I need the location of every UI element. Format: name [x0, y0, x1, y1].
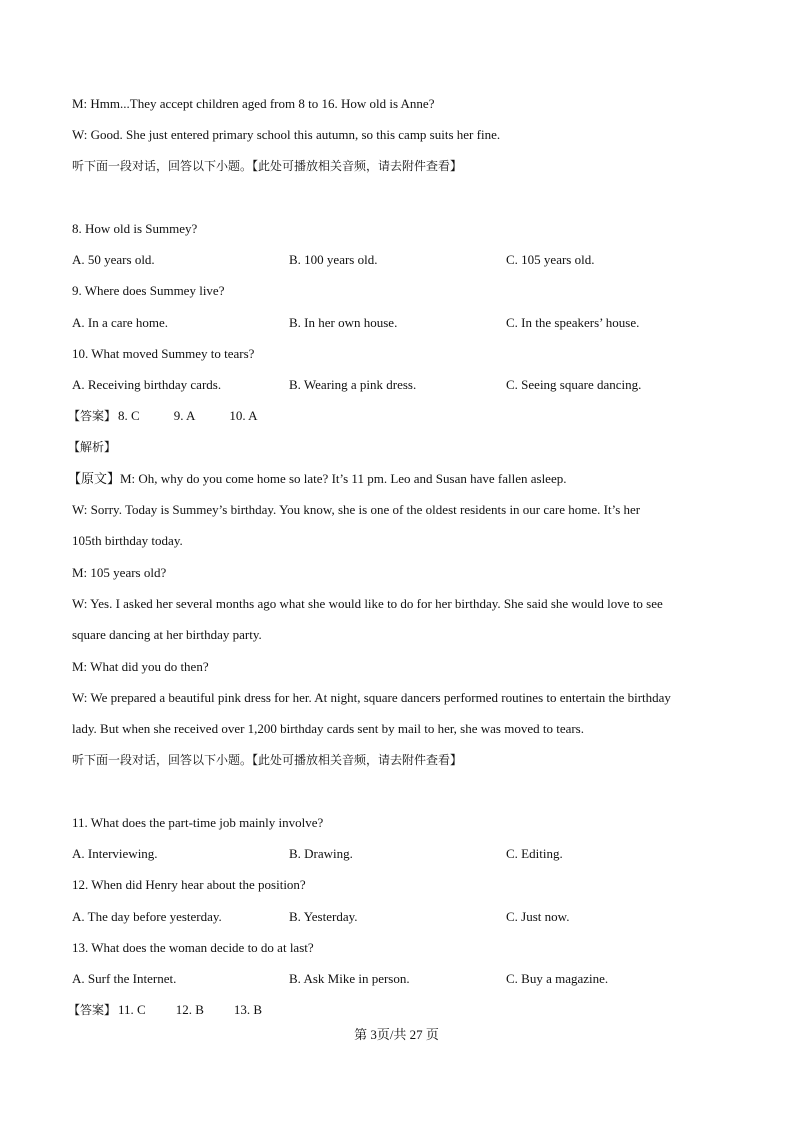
question-8: 8. How old is Summey? — [72, 221, 198, 236]
audio-instruction: 听下面一段对话，回答以下小题。【此处可播放相关音频，请去附件查看】 — [72, 753, 463, 767]
dialogue-line: W: Good. She just entered primary school this autumn, so this camp suits her fine. — [72, 127, 501, 142]
question-10: 10. What moved Summey to tears? — [72, 346, 255, 361]
answer-item: 10. A — [229, 408, 258, 423]
option-9a: A. In a care home. — [72, 315, 169, 330]
transcript-line: 105th birthday today. — [72, 533, 183, 548]
option-12a: A. The day before yesterday. — [72, 909, 222, 924]
option-8a: A. 50 years old. — [72, 252, 155, 267]
answer-tag: 【答案】 — [68, 1003, 117, 1017]
option-9b: B. In her own house. — [289, 315, 398, 330]
transcript-line: M: 105 years old? — [72, 565, 167, 580]
option-8c: C. 105 years old. — [506, 252, 595, 267]
analysis-tag: 【解析】 — [68, 440, 117, 454]
answer-item: 9. A — [173, 408, 196, 423]
option-10b: B. Wearing a pink dress. — [289, 377, 417, 392]
answer-tag: 【答案】 — [68, 409, 117, 423]
transcript-line: W: Sorry. Today is Summey’s birthday. You know, she is one of the oldest residents in our care home. It’s her — [72, 502, 641, 517]
option-10a: A. Receiving birthday cards. — [72, 377, 222, 392]
page-number: 第 3页/共 27 页 — [354, 1027, 439, 1042]
option-11b: B. Drawing. — [289, 846, 353, 861]
answer-item: 11. C — [118, 1002, 146, 1017]
answer-line — [68, 1002, 262, 1018]
transcript-line: square dancing at her birthday party. — [72, 627, 262, 642]
transcript-line: W: Yes. I asked her several months ago what she would like to do for her birthday. She said she would love to see — [72, 596, 663, 611]
answer-line — [68, 408, 258, 424]
answer-item: 8. C — [118, 408, 140, 423]
question-12: 12. When did Henry hear about the position? — [72, 877, 306, 892]
option-13a: A. Surf the Internet. — [72, 971, 177, 986]
answer-item: 12. B — [175, 1002, 204, 1017]
option-11c: C. Editing. — [506, 846, 563, 861]
answer-item: 13. B — [233, 1002, 263, 1017]
question-9: 9. Where does Summey live? — [72, 283, 225, 298]
option-8b: B. 100 years old. — [289, 252, 378, 267]
dialogue-line: M: Hmm...They accept children aged from 8 to 16. How old is Anne? — [72, 96, 435, 111]
transcript-line: 【原文】M: Oh, why do you come home so late? It’s 11 pm. Leo and Susan have fallen asleep. — [68, 471, 567, 486]
option-12b: B. Yesterday. — [289, 909, 358, 924]
transcript-line: M: What did you do then? — [72, 659, 209, 674]
option-9c: C. In the speakers’ house. — [506, 315, 640, 330]
option-12c: C. Just now. — [506, 909, 570, 924]
transcript-line: W: We prepared a beautiful pink dress for her. At night, square dancers performed routines to entertain the birthday — [72, 690, 671, 705]
option-11a: A. Interviewing. — [72, 846, 158, 861]
question-13: 13. What does the woman decide to do at last? — [72, 940, 314, 955]
option-13c: C. Buy a magazine. — [506, 971, 609, 986]
question-11: 11. What does the part-time job mainly involve? — [72, 815, 324, 830]
option-13b: B. Ask Mike in person. — [289, 971, 410, 986]
transcript-line: lady. But when she received over 1,200 birthday cards sent by mail to her, she was moved to tears. — [72, 721, 584, 736]
option-10c: C. Seeing square dancing. — [506, 377, 642, 392]
audio-instruction: 听下面一段对话，回答以下小题。【此处可播放相关音频，请去附件查看】 — [72, 159, 463, 173]
